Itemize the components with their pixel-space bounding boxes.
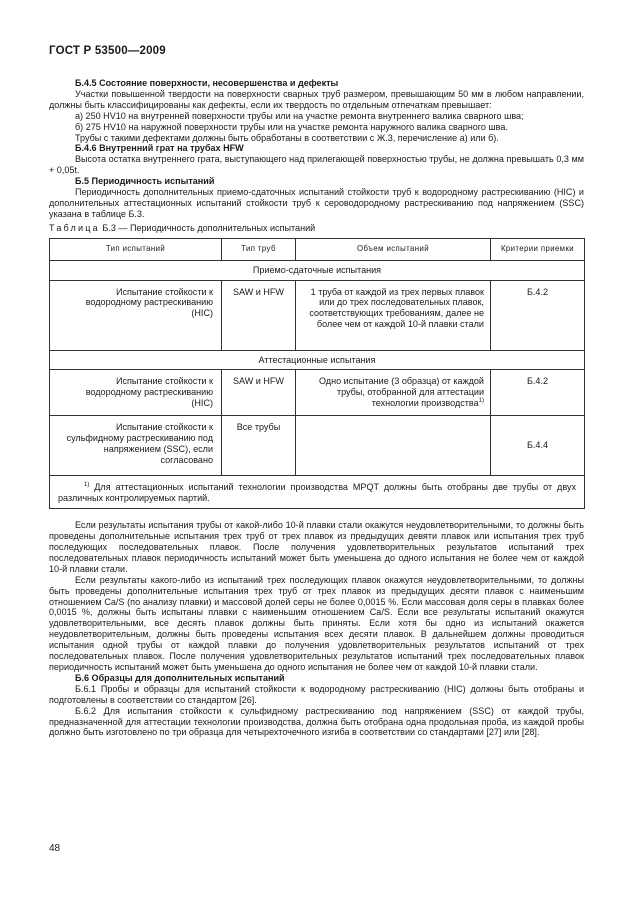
footnote-ref: 1)	[478, 398, 484, 405]
column-header: Объем испытаний	[296, 238, 491, 260]
paragraph: Периодичность дополнительных приемо-сдаточных испытаний стойкости труб к водородному растрескиванию (HIC) и дополнительных аттестационных испытаний стойкости труб к сероводородному растрескиванию под напряжением (SSC) указана в таблице Б.3.	[49, 187, 584, 219]
pipe-type-cell: SAW и HFW	[222, 370, 296, 416]
section-label: Приемо-сдаточные испытания	[50, 260, 585, 280]
section-row	[50, 350, 585, 370]
section-b45-title: Б.4.5 Состояние поверхности, несовершенства и дефекты	[75, 78, 339, 88]
column-header: Тип испытаний	[50, 238, 222, 260]
section-b5-title: Б.5 Периодичность испытаний	[75, 176, 215, 187]
caption-word: Таблица	[49, 222, 100, 233]
criteria-cell: Б.4.4	[491, 416, 585, 476]
paragraph: Если результаты испытания трубы от какой-либо 10-й плавки стали окажутся неудовлетворительными, то должны быть проведены дополнительные испытания трех труб от трех плавок из предыдущих девяти плавок или испытания трех труб последующих последовательных плавок. После получения удовлетворительных результатов испытаний трех последовательных плавок периодичность испытаний может быть уменьшена до одного испытания не более чем от каждой 10-й плавки стали.	[49, 520, 584, 574]
table-row	[50, 370, 585, 416]
table-footnote	[50, 476, 585, 509]
footnote-text: Для аттестационных испытаний технологии производства MPQT должны быть отобраны две трубы от двух различных контролируемых партий.	[58, 482, 576, 504]
test-volume-cell	[296, 416, 491, 476]
paragraph: Б.6.2 Для испытания стойкости к сульфидному растрескиванию под напряжением (SSC) от каждой трубы, предназначенной для аттестации технологии производства, должна быть отобрана одна продольная проба, из каждой пробы должно быть изготовлено по три образца для четырехточечного изгиба в соответствии со стандартами [27] или [28].	[49, 705, 584, 738]
caption-text: Б.3 — Периодичность дополнительных испытаний	[99, 222, 316, 233]
volume-text: Одно испытание (3 образца) от каждой трубы, отобранной для аттестации технологии производства	[318, 376, 484, 409]
section-b6-title: Б.6 Образцы для дополнительных испытаний	[75, 672, 285, 683]
table-row	[50, 416, 585, 476]
table-header-row	[50, 238, 585, 260]
paragraph: Б.6.1 Пробы и образцы для испытаний стойкости к водородному растрескиванию (HIC) должны быть отобраны и подготовлены в соответствии со стандартом [26].	[49, 683, 584, 705]
test-type-cell: Испытание стойкости к водородному растрескиванию (HIC)	[50, 370, 222, 416]
test-volume-cell	[296, 370, 491, 416]
paragraph: Если результаты какого-либо из испытаний трех последующих плавок окажутся неудовлетворительными, то должны быть проведены дополнительные испытания трех труб от трех плавок из предыдущих десяти плавок с наименьшим отношением Ca/S (по анализу плавки) и массовой долей серы не более 0,0015 %. Если массовая доля серы в плавках более 0,0015 %, должны быть испытаны плавки с наименьшим отношением Ca/S. Если все результаты испытаний окажутся удовлетворительными, все десять плавок должны быть приняты. Если хотя бы одно из испытаний окажется неудовлетворительным, должны быть проведены испытания всех десяти плавок. В дальнейшем должны проводиться испытания одной трубы от каждой плавки до получения удовлетворительных результатов испытаний от трех последовательных плавок. После получения удовлетворительных результатов испытаний трех последовательных плавок периодичность испытаний может быть уменьшена до одного испытания не более чем от каждой 10-й плавки стали.	[49, 574, 584, 672]
paragraph: Участки повышенной твердости на поверхности сварных труб размером, превышающим 50 мм в любом направлении, должны быть классифицированы как дефекты, если их твердость по отдельным отпечаткам превышает:	[49, 88, 584, 110]
paragraph: Трубы с такими дефектами должны быть обработаны в соответствии с Ж.3, перечисление а) или б).	[75, 132, 499, 143]
test-type-cell: Испытание стойкости к сульфидному растрескиванию под напряжением (SSC), если согласовано	[50, 416, 222, 476]
document-body	[49, 78, 584, 738]
criteria-cell: Б.4.2	[491, 280, 585, 350]
test-volume-cell: 1 труба от каждой из трех первых плавок или до трех последовательных плавок, соответствующих требованиям, далее не более чем от каждой 10-й плавки стали	[296, 280, 491, 350]
standard-header: ГОСТ Р 53500—2009	[49, 45, 166, 57]
test-type-cell: Испытание стойкости к водородному растрескиванию (HIC)	[50, 280, 222, 350]
footnote-row	[50, 476, 585, 509]
list-item: б) 275 HV10 на наружной поверхности трубы или на участке ремонта наружного валика сварного шва.	[75, 121, 508, 132]
paragraph: Высота остатка внутреннего грата, выступающего над прилегающей поверхностью трубы, не должна превышать 0,3 мм + 0,05t.	[49, 154, 584, 176]
column-header: Тип труб	[222, 238, 296, 260]
footnote-mark: 1)	[84, 482, 90, 489]
pipe-type-cell: Все трубы	[222, 416, 296, 476]
criteria-cell: Б.4.2	[491, 370, 585, 416]
periodicity-table	[49, 238, 585, 510]
table-row	[50, 280, 585, 350]
column-header: Критерии приемки	[491, 238, 585, 260]
section-b46-title: Б.4.6 Внутренний грат на трубах HFW	[75, 143, 244, 154]
section-row	[50, 260, 585, 280]
pipe-type-cell: SAW и HFW	[222, 280, 296, 350]
table-caption	[49, 223, 584, 234]
page-number: 48	[49, 843, 61, 854]
section-label: Аттестационные испытания	[50, 350, 585, 370]
list-item: а) 250 HV10 на внутренней поверхности трубы или на участке ремонта внутреннего валика сварного шва;	[75, 110, 524, 121]
